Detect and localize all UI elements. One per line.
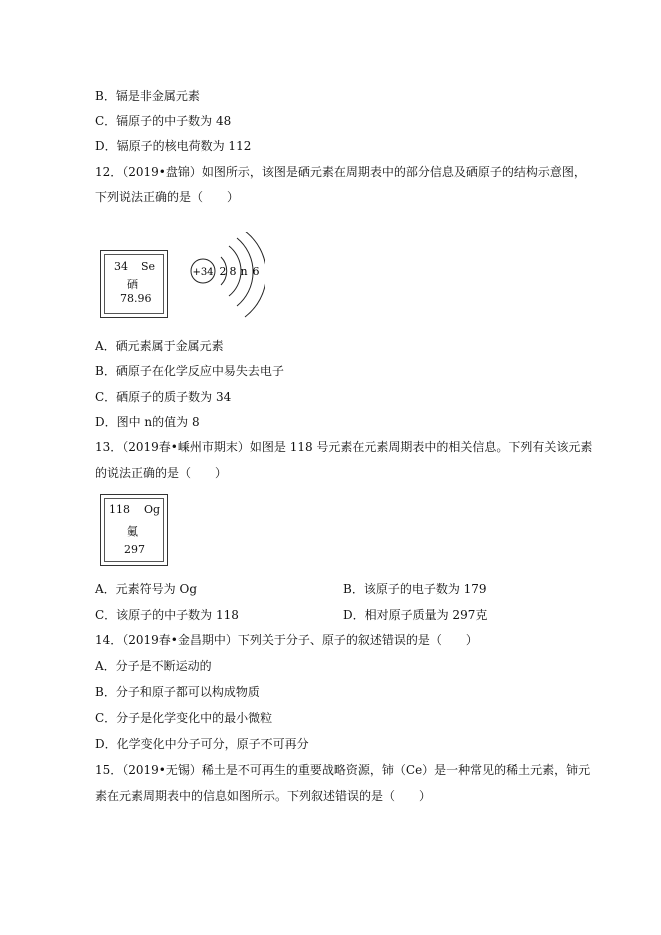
element-atomic-mass: 78.96	[120, 292, 152, 305]
q13-option-d: D．相对原子质量为 297克	[343, 608, 488, 622]
shell-1-electrons: 2	[219, 265, 227, 278]
q15-stem-line1: 15．（2019•无锡）稀土是不可再生的重要战略资源，铈（Ce）是一种常见的稀土元素，铈元	[95, 763, 591, 777]
q12-option-d: D．图中 n的值为 8	[95, 415, 200, 429]
shell-3-electrons: n	[240, 265, 248, 278]
q14-option-d: D．化学变化中分子可分，原子不可再分	[95, 737, 309, 751]
element-atomic-number: 34	[114, 260, 128, 273]
q12-option-b: B．硒原子在化学反应中易失去电子	[95, 364, 284, 378]
q12-stem-line1: 12．（2019•盘锦）如图所示，该图是硒元素在周期表中的部分信息及硒原子的结构示意图，	[95, 165, 586, 179]
q13-option-c: C．该原子的中子数为 118	[95, 608, 239, 622]
q12-stem-line2: 下列说法正确的是（ ）	[95, 190, 240, 204]
shell-4-electrons: 6	[252, 265, 260, 278]
q14-stem: 14．（2019春•金昌期中）下列关于分子、原子的叙述错误的是（ ）	[95, 633, 478, 647]
element-name: 硒	[127, 278, 138, 291]
q11-option-d: D．镉原子的核电荷数为 112	[95, 139, 252, 153]
q11-option-c: C．镉原子的中子数为 48	[95, 114, 232, 128]
element-name: 鿫	[127, 525, 138, 538]
element-atomic-mass: 297	[124, 543, 145, 556]
q13-stem-line2: 的说法正确的是（ ）	[95, 466, 228, 480]
q11-option-b: B．镉是非金属元素	[95, 89, 200, 103]
element-symbol: Og	[144, 503, 161, 516]
q12-option-c: C．硒原子的质子数为 34	[95, 390, 232, 404]
q13-option-a: A．元素符号为 Og	[95, 582, 198, 596]
q13-stem-line1: 13．（2019春•嵊州市期末）如图是 118 号元素在元素周期表中的相关信息。下列有关该元素	[95, 440, 593, 454]
q14-option-a: A．分子是不断运动的	[95, 659, 212, 673]
shell-2-electrons: 8	[229, 265, 237, 278]
element-atomic-number: 118	[109, 503, 130, 516]
q14-option-c: C．分子是化学变化中的最小微粒	[95, 711, 273, 725]
q12-option-a: A．硒元素属于金属元素	[95, 339, 224, 353]
element-symbol: Se	[141, 260, 156, 273]
q13-element-card	[100, 494, 168, 566]
q12-atom-structure-diagram	[185, 232, 265, 332]
q14-option-b: B．分子和原子都可以构成物质	[95, 685, 260, 699]
nucleus-charge: +34	[192, 267, 214, 278]
q12-element-card	[100, 250, 168, 318]
q13-option-b: B．该原子的电子数为 179	[343, 582, 487, 596]
q15-stem-line2: 素在元素周期表中的信息如图所示。下列叙述错误的是（ ）	[95, 789, 432, 803]
